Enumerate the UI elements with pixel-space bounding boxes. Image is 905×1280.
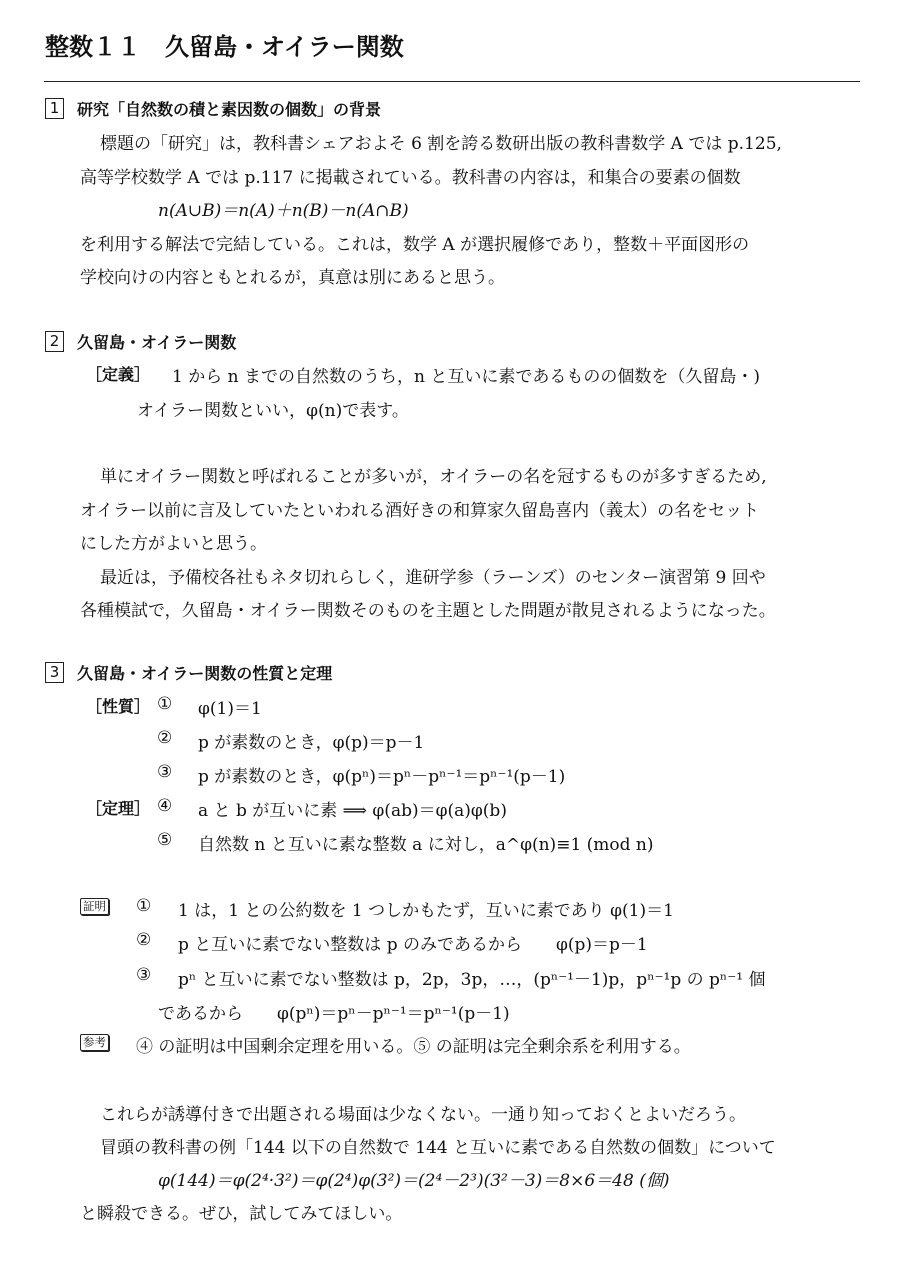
proof-2-mark: ② bbox=[136, 930, 152, 950]
proof-3: pⁿ と互いに素でない整数は p，2p，3p，…，(pⁿ⁻¹－1)p，pⁿ⁻¹p の pⁿ⁻¹ 個 bbox=[178, 970, 766, 990]
property-label: ［性質］ bbox=[86, 697, 151, 716]
closing-formula: φ(144)＝φ(2⁴·3²)＝φ(2⁴)φ(3²)＝(2⁴－2³)(3²－3)＝8×6＝48 (個) bbox=[158, 1171, 670, 1191]
definition-line-2: オイラー関数といい，φ(n)で表す。 bbox=[137, 401, 409, 421]
s2-paragraph-line-3: にした方がよいと思う。 bbox=[80, 534, 267, 554]
section-3-number: 3 bbox=[45, 662, 64, 683]
s2-paragraph-line-2: オイラー以前に言及していたといわれる酒好きの和算家久留島喜内（義太）の名をセット bbox=[80, 501, 760, 521]
property-2: p が素数のとき，φ(p)＝p－1 bbox=[198, 733, 425, 753]
s2-paragraph-line-4: 最近は，予備校各社もネタ切れらしく，進研学参（ラーンズ）のセンター演習第 9 回や bbox=[100, 568, 766, 588]
reference-label: 参考 bbox=[80, 1034, 109, 1051]
definition-line-1: 1 から n までの自然数のうち，n と互いに素であるものの個数を（久留島・) bbox=[172, 367, 760, 387]
s1-line-1: 標題の「研究」は，教科書シェアおよそ 6 割を誇る数研出版の教科書数学 A では p.125, bbox=[100, 134, 782, 154]
reference-text: ④ の証明は中国剰余定理を用いる。⑤ の証明は完全剰余系を利用する。 bbox=[136, 1037, 691, 1057]
section-3-heading: 久留島・オイラー関数の性質と定理 bbox=[77, 664, 333, 683]
s2-paragraph-line-1: 単にオイラー関数と呼ばれることが多いが，オイラーの名を冠するものが多すぎるため, bbox=[100, 467, 767, 487]
property-2-mark: ② bbox=[157, 728, 173, 748]
theorem-4-mark: ④ bbox=[157, 796, 173, 816]
s1-line-2: 高等学校数学 A では p.117 に掲載されている。教科書の内容は，和集合の要素の個数 bbox=[80, 168, 741, 188]
title-divider bbox=[44, 81, 860, 82]
property-3-mark: ③ bbox=[157, 762, 173, 782]
proof-3-continued: であるから φ(pⁿ)＝pⁿ－pⁿ⁻¹＝pⁿ⁻¹(p－1) bbox=[158, 1004, 510, 1024]
s1-line-3: を利用する解法で完結している。これは，数学 A が選択履修であり，整数＋平面図形の bbox=[80, 235, 750, 255]
proof-1: 1 は，1 との公約数を 1 つしかもたず，互いに素であり φ(1)＝1 bbox=[178, 901, 674, 921]
theorem-5-mark: ⑤ bbox=[157, 830, 173, 850]
definition-label: ［定義］ bbox=[86, 365, 151, 384]
section-2-number: 2 bbox=[45, 331, 64, 352]
proof-1-mark: ① bbox=[136, 896, 152, 916]
property-1: φ(1)＝1 bbox=[198, 699, 262, 719]
section-2-heading: 久留島・オイラー関数 bbox=[77, 333, 237, 352]
closing-line-2: 冒頭の教科書の例「144 以下の自然数で 144 と互いに素である自然数の個数」について bbox=[100, 1138, 776, 1158]
s2-paragraph-line-5: 各種模試で，久留島・オイラー関数そのものを主題とした問題が散見されるようになった。 bbox=[80, 601, 776, 621]
closing-line-3: と瞬殺できる。ぜひ，試してみてほしい。 bbox=[80, 1204, 403, 1224]
theorem-4: a と b が互いに素 ⟹ φ(ab)＝φ(a)φ(b) bbox=[198, 801, 507, 821]
proof-2: p と互いに素でない整数は p のみであるから φ(p)＝p－1 bbox=[178, 935, 648, 955]
s1-line-4: 学校向けの内容ともとれるが，真意は別にあると思う。 bbox=[80, 268, 505, 288]
theorem-label: ［定理］ bbox=[86, 799, 151, 818]
section-1-number: 1 bbox=[45, 98, 64, 119]
proof-3-mark: ③ bbox=[136, 965, 152, 985]
theorem-5: 自然数 n と互いに素な整数 a に対し，a^φ(n)≡1 (mod n) bbox=[198, 835, 654, 855]
section-1-heading: 研究「自然数の積と素因数の個数」の背景 bbox=[77, 100, 382, 119]
closing-line-1: これらが誘導付きで出題される場面は少なくない。一通り知っておくとよいだろう。 bbox=[100, 1105, 746, 1125]
proof-label: 証明 bbox=[80, 898, 109, 915]
property-1-mark: ① bbox=[157, 694, 173, 714]
property-3: p が素数のとき，φ(pⁿ)＝pⁿ－pⁿ⁻¹＝pⁿ⁻¹(p－1) bbox=[198, 767, 566, 787]
s1-formula: n(A∪B)＝n(A)＋n(B)－n(A∩B) bbox=[158, 201, 409, 221]
page-title: 整数１１ 久留島・オイラー関数 bbox=[45, 33, 404, 61]
